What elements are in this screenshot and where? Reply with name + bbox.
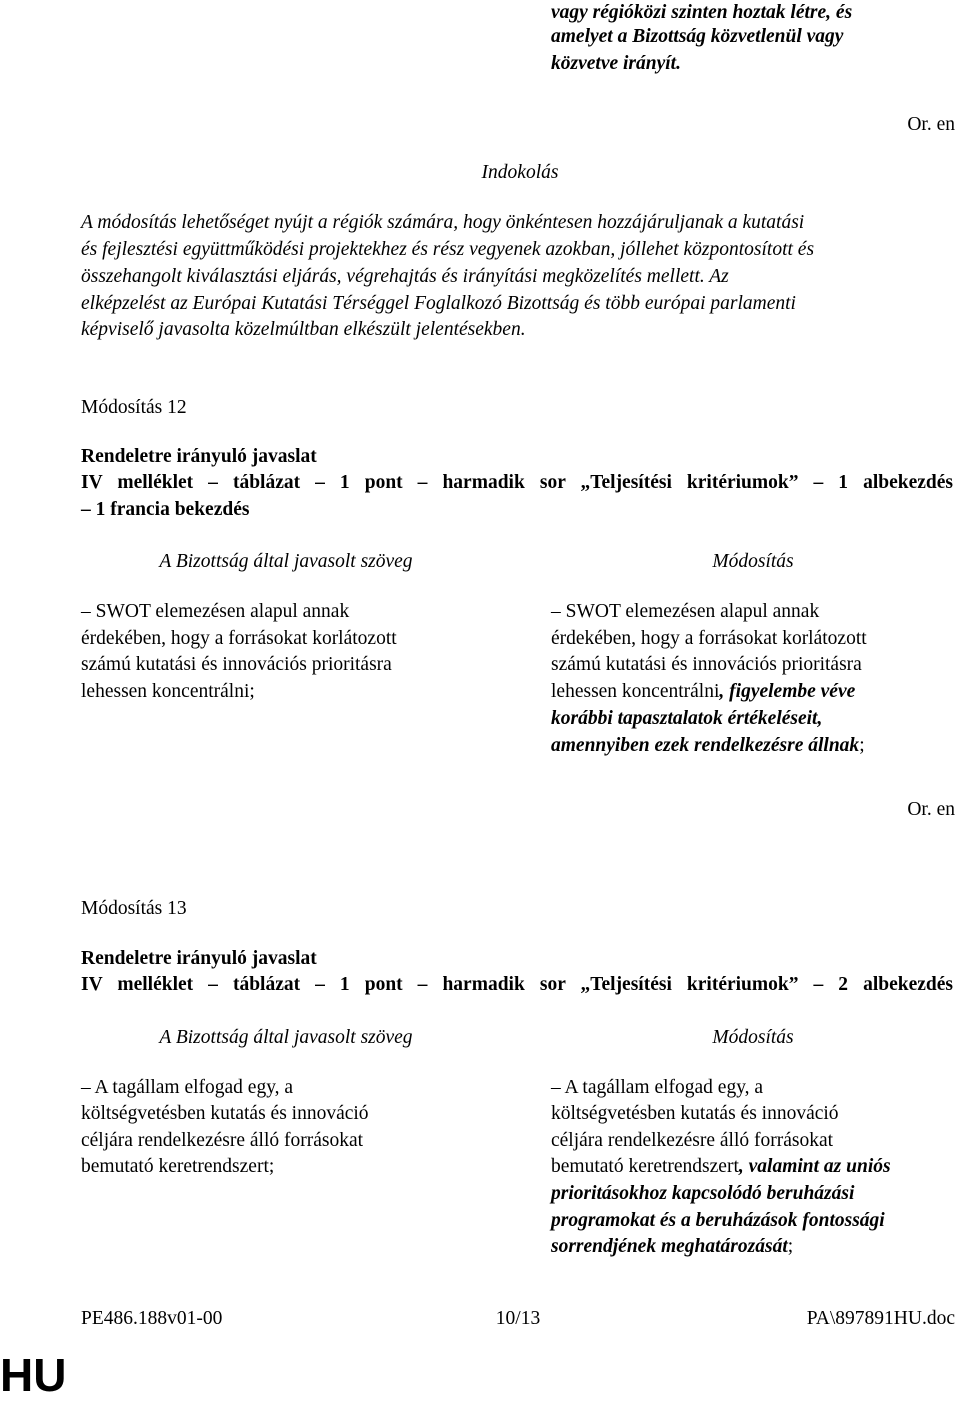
continuation-line: közvetve irányít. <box>551 53 681 74</box>
footer-doc-ref: PE486.188v01-00 <box>81 1308 223 1329</box>
proposal-label: Rendeletre irányuló javaslat <box>81 446 317 467</box>
amendment-text-plain: lehessen koncentrálni <box>551 681 720 702</box>
column-header-commission: A Bizottság által javasolt szöveg <box>159 1027 413 1048</box>
amendment-title: Módosítás 12 <box>81 397 187 418</box>
commission-text-line: lehessen koncentrálni; <box>81 681 255 702</box>
amendment-text-line <box>551 1154 891 1181</box>
amendment-text-line: céljára rendelkezésre álló forrásokat <box>551 1130 834 1151</box>
commission-text-line: céljára rendelkezésre álló forrásokat <box>81 1130 364 1151</box>
amendment-text-inserted: programokat és a beruházások fontossági <box>551 1210 885 1231</box>
amendment-text-inserted: amennyiben ezek rendelkezésre állnak <box>551 735 860 756</box>
column-header-amendment: Módosítás <box>712 1027 794 1048</box>
footer-file-name: PA\897891HU.doc <box>806 1308 955 1329</box>
original-language-label: Or. en <box>907 114 955 135</box>
amendment-text-line: – A tagállam elfogad egy, a <box>551 1077 764 1098</box>
justification-line: A módosítás lehetőséget nyújt a régiók számára, hogy önkéntesen hozzájáruljanak a kutatási <box>81 212 805 233</box>
amendment-text-line: érdekében, hogy a forrásokat korlátozott <box>551 628 867 649</box>
reference-line: IV melléklet – táblázat – 1 pont – harmadik sor „Teljesítési kritériumok” – 2 albekezdés <box>81 974 953 995</box>
proposal-label: Rendeletre irányuló javaslat <box>81 948 317 969</box>
amendment-text-plain: ; <box>859 735 865 756</box>
footer-page-number: 10/13 <box>495 1308 541 1329</box>
column-header-commission: A Bizottság által javasolt szöveg <box>159 551 413 572</box>
amendment-text-line <box>551 733 865 760</box>
commission-text-line: – SWOT elemezésen alapul annak <box>81 601 350 622</box>
column-header-amendment: Módosítás <box>712 551 794 572</box>
justification-line: elképzelést az Európai Kutatási Térséggel Foglalkozó Bizottság és több európai parlamenti <box>81 293 796 314</box>
continuation-line: amelyet a Bizottság közvetlenül vagy <box>551 26 844 47</box>
original-language-label: Or. en <box>907 799 955 820</box>
commission-text-line: számú kutatási és innovációs prioritásra <box>81 654 392 675</box>
amendment-text-line: számú kutatási és innovációs prioritásra <box>551 654 862 675</box>
reference-line: IV melléklet – táblázat – 1 pont – harmadik sor „Teljesítési kritériumok” – 1 albekezdés <box>81 472 953 493</box>
amendment-text-plain: ; <box>787 1236 794 1257</box>
amendment-text-line: költségvetésben kutatás és innováció <box>551 1103 839 1124</box>
commission-text-line: érdekében, hogy a forrásokat korlátozott <box>81 628 397 649</box>
justification-heading: Indokolás <box>481 162 559 183</box>
amendment-text-line <box>551 679 855 706</box>
amendment-text-inserted: prioritásokhoz kapcsolódó beruházási <box>551 1183 855 1204</box>
commission-text-line: bemutató keretrendszert; <box>81 1156 275 1177</box>
footer-language-code: HU <box>0 1349 67 1401</box>
commission-text-line: – A tagállam elfogad egy, a <box>81 1077 294 1098</box>
amendment-title: Módosítás 13 <box>81 898 187 919</box>
amendment-text-inserted: korábbi tapasztalatok értékeléseit, <box>551 708 823 729</box>
continuation-line: vagy régióközi szinten hoztak létre, és <box>551 2 853 23</box>
amendment-text-line: – SWOT elemezésen alapul annak <box>551 601 820 622</box>
reference-line: – 1 francia bekezdés <box>81 499 250 520</box>
justification-line: és fejlesztési együttműködési projektekhez és rész vegyenek azokban, jóllehet központosított és <box>81 239 815 260</box>
amendment-text-line <box>551 1234 793 1261</box>
commission-text-line: költségvetésben kutatás és innováció <box>81 1103 369 1124</box>
amendment-text-inserted: sorrendjének meghatározását <box>551 1236 788 1257</box>
amendment-text-plain: bemutató keretrendszert <box>551 1156 739 1177</box>
justification-line: összehangolt kiválasztási eljárás, végrehajtás és irányítási megközelítés mellett. Az <box>81 266 729 287</box>
amendment-text-inserted: , valamint az uniós <box>738 1156 891 1177</box>
justification-line: képviselő javasolta közelmúltban elkészült jelentésekben. <box>81 319 526 340</box>
amendment-text-inserted: , figyelembe véve <box>719 681 856 702</box>
